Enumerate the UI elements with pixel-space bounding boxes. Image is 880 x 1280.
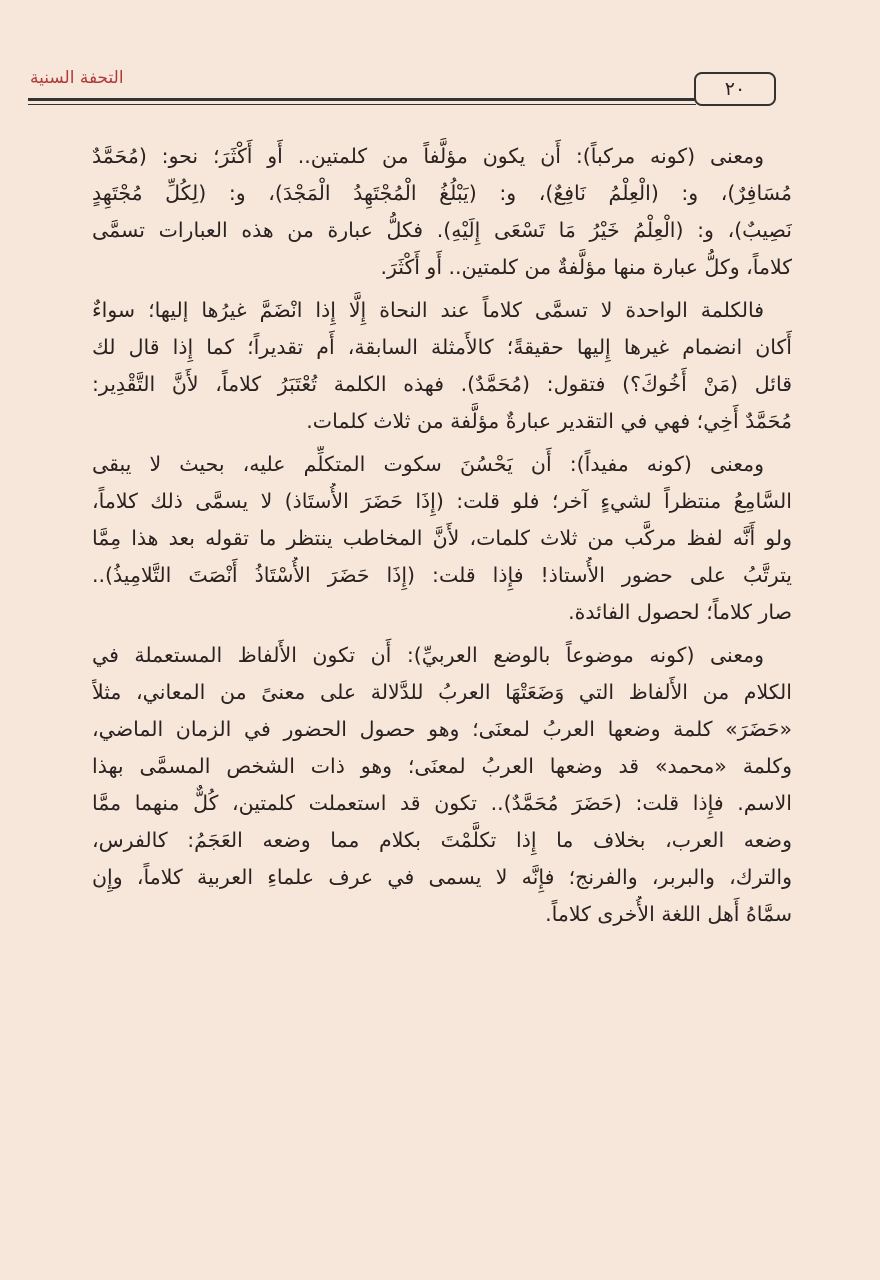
text-line: مُحَمَّدٌ أَخِي؛ فهي في التقدير عبارةٌ مؤلَّفة من ثلاث كلمات. <box>306 409 792 433</box>
text-line: ومعنى (كونه مركباً): أَن يكون مؤلَّفاً من كلمتين.. أَو أَكْثَرَ؛ نحو: (مُحَمَّدٌ <box>92 144 764 168</box>
running-header-title: التحفة السنية <box>30 68 124 88</box>
text-line: كلاماً، وكلُّ عبارة منها مؤلَّفةٌ من كلمتين.. أَو أَكْثَرَ. <box>380 255 792 279</box>
header-rule-thick <box>28 98 696 101</box>
text-line: صار كلاماً؛ لحصول الفائدة. <box>568 600 792 624</box>
text-line: «حَضَرَ» كلمة وضعها العربُ لمعنَى؛ وهو حصول الحضور في الزمان الماضي، <box>92 717 792 741</box>
text-line: ولو أَنَّه لفظ مركَّب من ثلاث كلمات، لأَنَّ المخاطب ينتظر ما تقوله بعد هذا مِمَّا <box>92 526 792 550</box>
header-rule-thin <box>28 104 696 105</box>
text-line: قائل (مَنْ أَخُوكَ؟) فتقول: (مُحَمَّدٌ). فهذه الكلمة تُعْتَبَرُ كلاماً، لأَنَّ التَّقْدِير: <box>92 372 792 396</box>
text-line: والترك، والبربر، والفرنج؛ فإِنَّه لا يسمى في عرف علماءِ العربية كلاماً، وإِن <box>92 865 792 889</box>
text-line: وضعه العرب، بخلاف ما إِذا تكلَّمْتَ بكلام مما وضعه العَجَمُ: كالفرس، <box>92 828 792 852</box>
text-line: فالكلمة الواحدة لا تسمَّى كلاماً عند النحاة إِلَّا إِذا انْضَمَّ غيرُها إليها؛ سواءٌ <box>92 298 764 322</box>
text-line: الاسم. فإِذا قلت: (حَضَرَ مُحَمَّدٌ).. تكون قد استعملت كلمتين، كُلٌّ منهما ممَّا <box>92 791 792 815</box>
body-text <box>92 138 792 939</box>
text-line: نَصِيبٌ)، و: (الْعِلْمُ خَيْرُ مَا تَسْعَى إِلَيْهِ). فكلُّ عبارة من هذه العبارات تسمَّى <box>92 218 792 242</box>
text-line: يترتَّبُ على حضور الأُستاذ! فإِذا قلت: (إِذَا حَضَرَ الأُسْتَاذُ أَنْصَتَ التَّلامِيذُ).. <box>92 563 792 587</box>
text-line: مُسَافِرٌ)، و: (الْعِلْمُ نَافِعٌ)، و: (يَبْلُغُ الْمُجْتَهِدُ الْمَجْدَ)، و: (لِكُلِّ مُجْتَهِدٍ <box>92 181 792 205</box>
text-line: السَّامِعُ منتظراً لشيءٍ آخر؛ فلو قلت: (إِذَا حَضَرَ الأُستَاذ) لا يسمَّى ذلك كلاماً، <box>92 489 792 513</box>
page-number-box: ٢٠ <box>694 72 776 106</box>
text-line: وكلمة «محمد» قد وضعها العربُ لمعنَى؛ وهو ذات الشخص المسمَّى بهذا <box>92 754 792 778</box>
paragraph <box>92 446 792 631</box>
text-line: ومعنى (كونه موضوعاً بالوضع العربيِّ): أَن تكون الأَلفاظ المستعملة في <box>92 643 764 667</box>
paragraph <box>92 138 792 286</box>
text-line: سمَّاهُ أَهل اللغة الأُخرى كلاماً. <box>545 902 792 926</box>
text-line: الكلام من الأَلفاظ التي وَضَعَتْهَا العربُ للدَّلالة على معنىً من المعاني، مثلاً <box>92 680 792 704</box>
paragraph <box>92 292 792 440</box>
paragraph <box>92 637 792 933</box>
text-line: أَكان انضمام غيرها إِليها حقيقةً؛ كالأَمثلة السابقة، أَم تقديراً؛ كما إِذا قال لك <box>92 335 792 359</box>
text-line: ومعنى (كونه مفيداً): أَن يَحْسُنَ سكوت المتكلِّم عليه، بحيث لا يبقى <box>92 452 764 476</box>
